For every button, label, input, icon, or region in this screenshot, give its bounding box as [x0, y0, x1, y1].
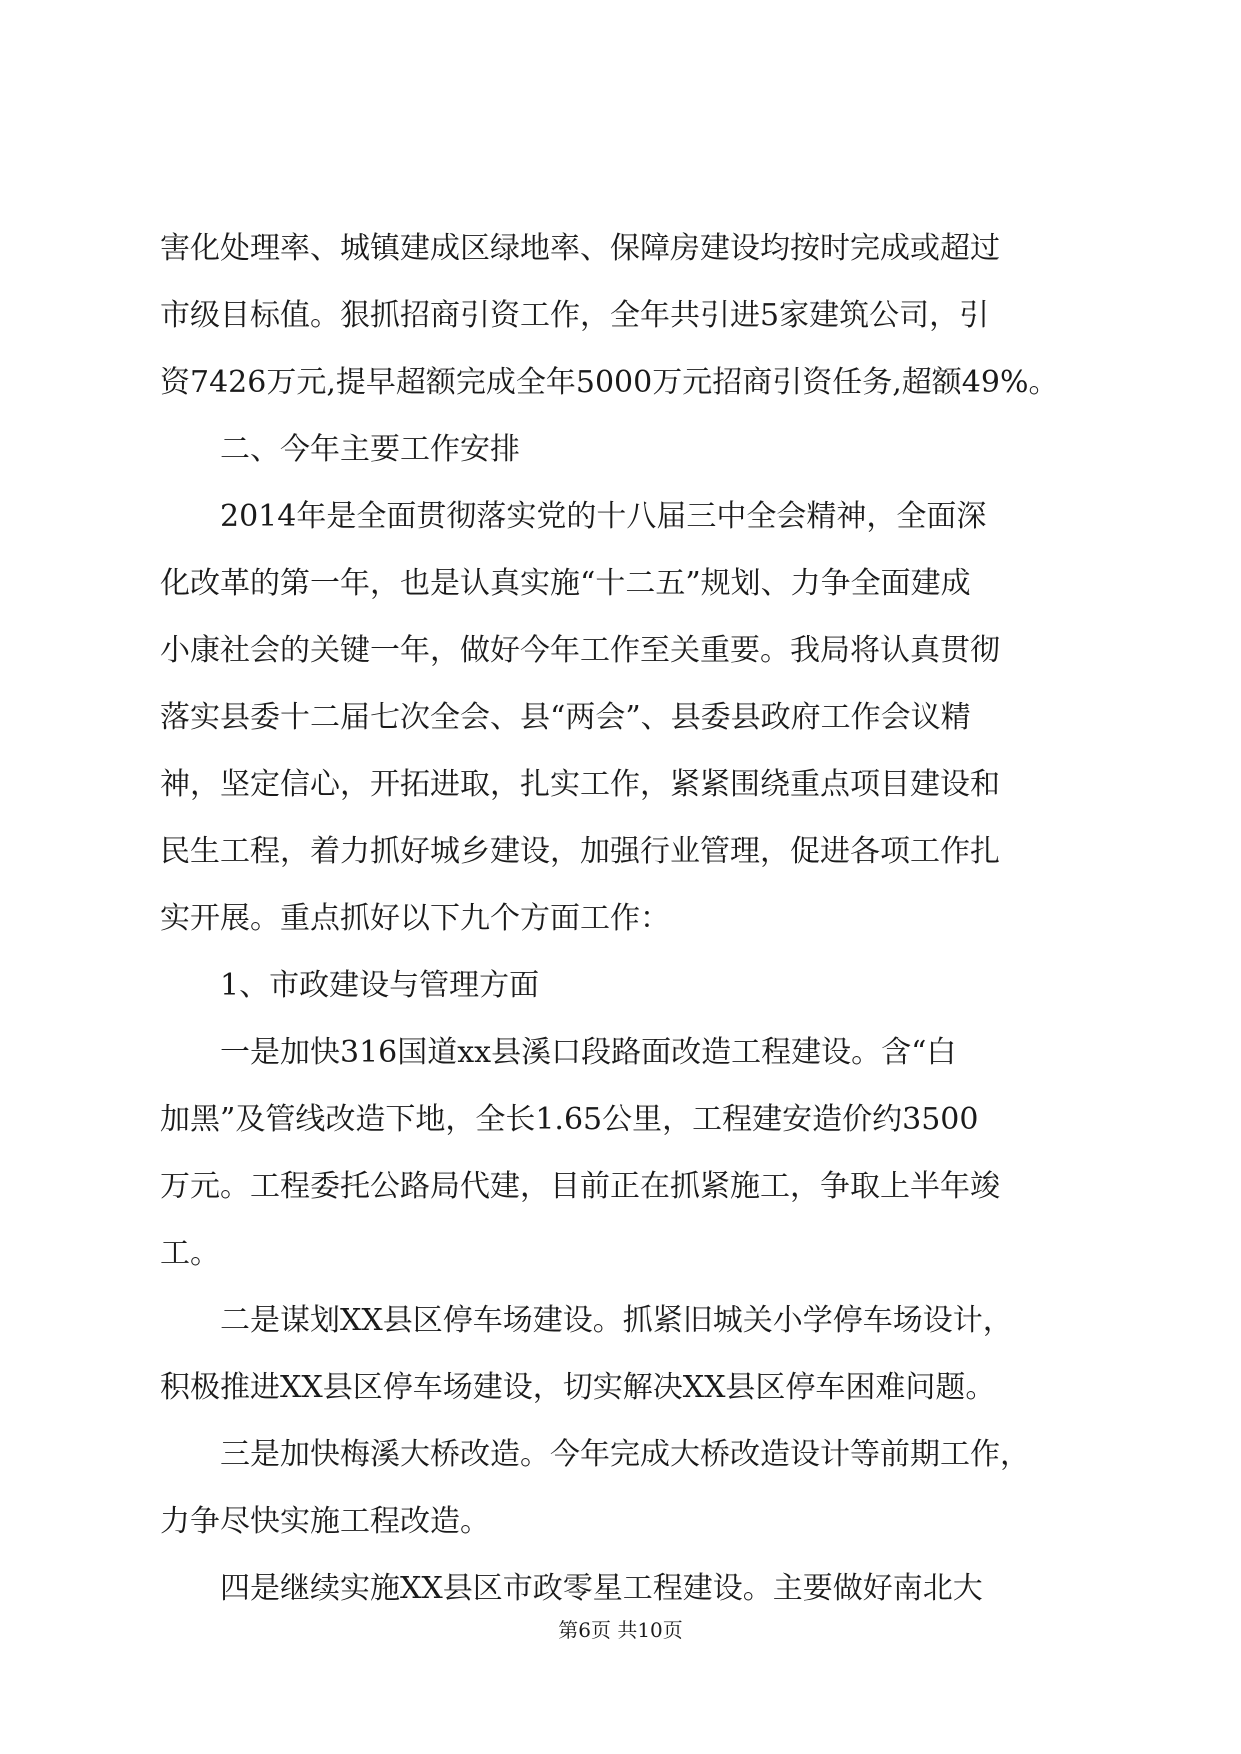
document-body: [160, 227, 1080, 1634]
text-line: 万元。工程委托公路局代建，目前正在抓紧施工，争取上半年竣: [160, 1169, 1000, 1204]
text-line: 工。: [160, 1236, 220, 1271]
subsection-heading: 1、市政建设与管理方面: [220, 968, 540, 1003]
text-line: 落实县委十二届七次全会、县“两会”、县委县政府工作会议精: [160, 700, 971, 735]
text-line: 二是谋划XX县区停车场建设。抓紧旧城关小学停车场设计，: [220, 1303, 1013, 1338]
text-line: 实开展。重点抓好以下九个方面工作：: [160, 901, 670, 936]
text-line: 神，坚定信心，开拓进取，扎实工作，紧紧围绕重点项目建设和: [160, 767, 1000, 802]
text-line: 四是继续实施XX县区市政零星工程建设。主要做好南北大: [220, 1571, 983, 1606]
text-line: 害化处理率、城镇建成区绿地率、保障房建设均按时完成或超过: [160, 231, 1000, 266]
text-line: 力争尽快实施工程改造。: [160, 1504, 490, 1539]
text-line: 积极推进XX县区停车场建设，切实解决XX县区停车困难问题。: [160, 1370, 996, 1405]
text-line: 化改革的第一年，也是认真实施“十二五”规划、力争全面建成: [160, 566, 971, 601]
text-line: 加黑”及管线改造下地，全长1.65公里，工程建安造价约3500: [160, 1102, 979, 1137]
page-number-footer: 第6页 共10页: [558, 1618, 683, 1642]
text-line: 三是加快梅溪大桥改造。今年完成大桥改造设计等前期工作，: [220, 1437, 1030, 1472]
text-line: 资7426万元,提早超额完成全年5000万元招商引资任务,超额49%。: [160, 365, 1059, 400]
text-line: 一是加快316国道xx县溪口段路面改造工程建设。含“白: [220, 1035, 957, 1070]
text-line: 2014年是全面贯彻落实党的十八届三中全会精神，全面深: [220, 499, 987, 534]
text-line: 市级目标值。狠抓招商引资工作，全年共引进5家建筑公司，引: [160, 298, 990, 333]
text-line: 小康社会的关键一年，做好今年工作至关重要。我局将认真贯彻: [160, 633, 1000, 668]
section-heading: 二、今年主要工作安排: [220, 432, 520, 467]
text-line: 民生工程，着力抓好城乡建设，加强行业管理，促进各项工作扎: [160, 834, 1000, 869]
